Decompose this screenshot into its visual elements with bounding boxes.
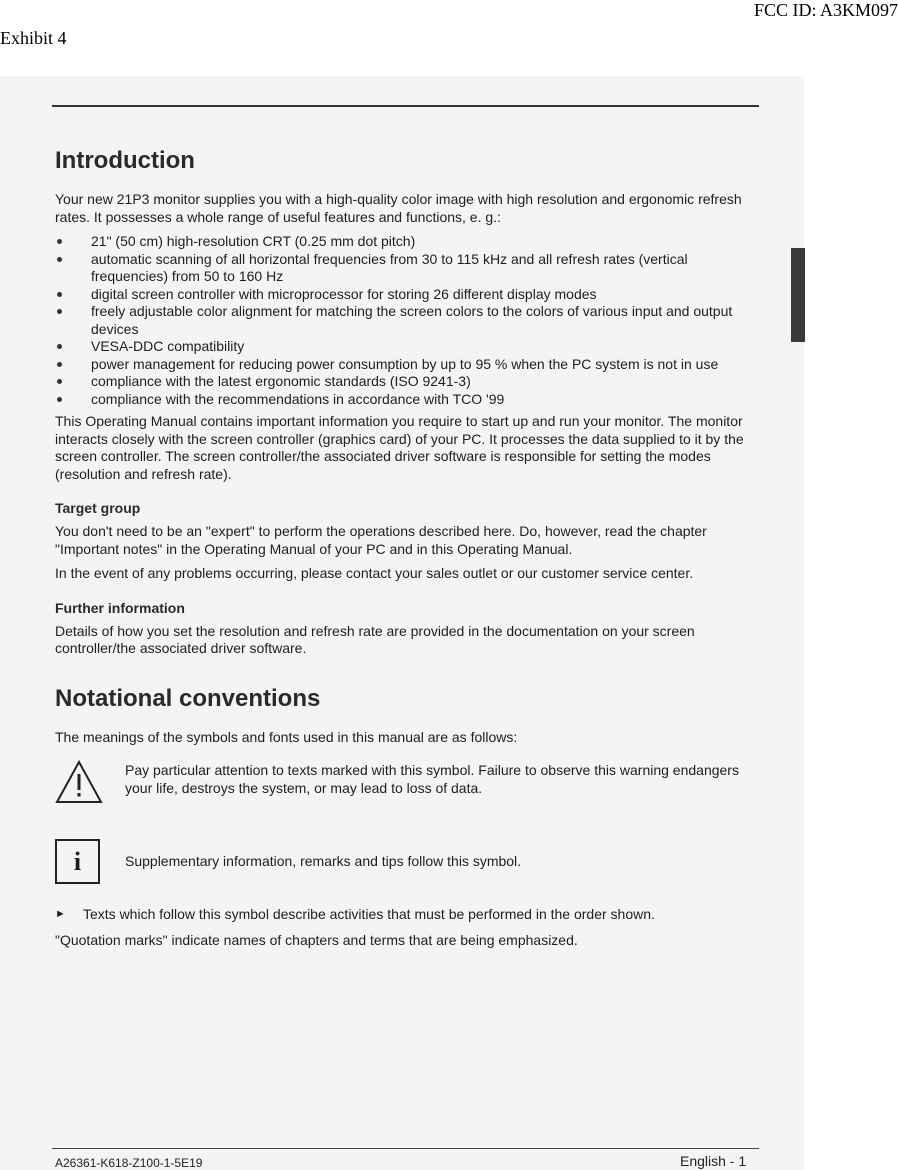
info-icon: i (55, 839, 100, 884)
target-group-heading: Target group (55, 500, 141, 516)
notational-conventions-heading: Notational conventions (55, 684, 321, 712)
quotation-description: "Quotation marks" indicate names of chapters and terms that are being emphasized. (55, 931, 578, 948)
warning-triangle-icon (55, 760, 103, 804)
step-convention (55, 906, 755, 924)
bullet-icon (57, 239, 62, 244)
further-information-paragraph: Details of how you set the resolution and refresh rate are provided in the documentation on your screen controller/the associated driver software. (55, 622, 695, 656)
warning-convention (55, 760, 755, 809)
further-information-heading: Further information (55, 599, 185, 616)
info-description: Supplementary information, remarks and tips follow this symbol. (125, 853, 522, 869)
step-description: Texts which follow this symbol describe activities that must be performed in the order shown. (83, 906, 655, 922)
manual-paragraph: This Operating Manual contains important information you require to start up and run your monitor. The monitor interacts closely with the screen controller (graphics card) of your PC. It processes the data supplied to it by the screen controller. The screen controller/the associated driver software is responsible for setting the modes (resolution and refresh rate). (55, 413, 744, 482)
page-content (55, 145, 755, 956)
bullet-icon (57, 344, 62, 349)
bottom-rule (52, 1148, 759, 1149)
list-item: 21" (50 cm) high-resolution CRT (0.25 mm dot pitch) (55, 233, 755, 251)
list-item: digital screen controller with microprocessor for storing 26 different display modes (55, 286, 755, 304)
intro-lead: Your new 21P3 monitor supplies you with a high-quality color image with high resolution and ergonomic refresh rates. It possesses a whole range of useful features and functions, e. g.: (55, 191, 742, 225)
list-item: automatic scanning of all horizontal frequencies from 30 to 115 kHz and all refresh rates (vertical frequencies) from 50 to 160 Hz (55, 251, 755, 286)
bullet-icon (57, 292, 62, 297)
bullet-icon (57, 362, 62, 367)
bullet-icon (57, 379, 62, 384)
info-convention (55, 839, 755, 884)
fcc-id-label: FCC ID: A3KM097 (753, 0, 898, 20)
chapter-tab-marker (791, 248, 805, 342)
target-group-paragraph-1: You don't need to be an "expert" to perform the operations described here. Do, however, read the chapter "Important notes" in the Operating Manual of your PC and in this Operating Manual. (55, 523, 707, 557)
document-number: A26361-K618-Z100-1-5E19 (55, 1156, 203, 1170)
arrow-right-icon: ► (55, 908, 66, 920)
list-item: compliance with the latest ergonomic standards (ISO 9241-3) (55, 373, 755, 391)
introduction-heading: Introduction (55, 147, 195, 174)
warning-description: Pay particular attention to texts marked with this symbol. Failure to observe this warning endangers your life, destroys the system, or may lead to loss of data. (125, 762, 739, 796)
list-item: compliance with the recommendations in accordance with TCO '99 (55, 391, 755, 409)
bullet-icon (57, 309, 62, 314)
feature-list (55, 233, 755, 408)
target-group-paragraph-2: In the event of any problems occurring, please contact your sales outlet or our customer service center. (55, 565, 694, 581)
bullet-icon (57, 397, 62, 402)
conventions-lead: The meanings of the symbols and fonts used in this manual are as follows: (55, 728, 518, 745)
list-item: power management for reducing power consumption by up to 95 % when the PC system is not in use (55, 356, 755, 374)
bullet-icon (57, 257, 62, 262)
list-item: VESA-DDC compatibility (55, 338, 755, 356)
page-number: English - 1 (680, 1153, 747, 1169)
list-item: freely adjustable color alignment for matching the screen colors to the colors of various input and output devices (55, 303, 755, 338)
top-rule (52, 105, 759, 107)
exhibit-label: Exhibit 4 (0, 28, 67, 48)
